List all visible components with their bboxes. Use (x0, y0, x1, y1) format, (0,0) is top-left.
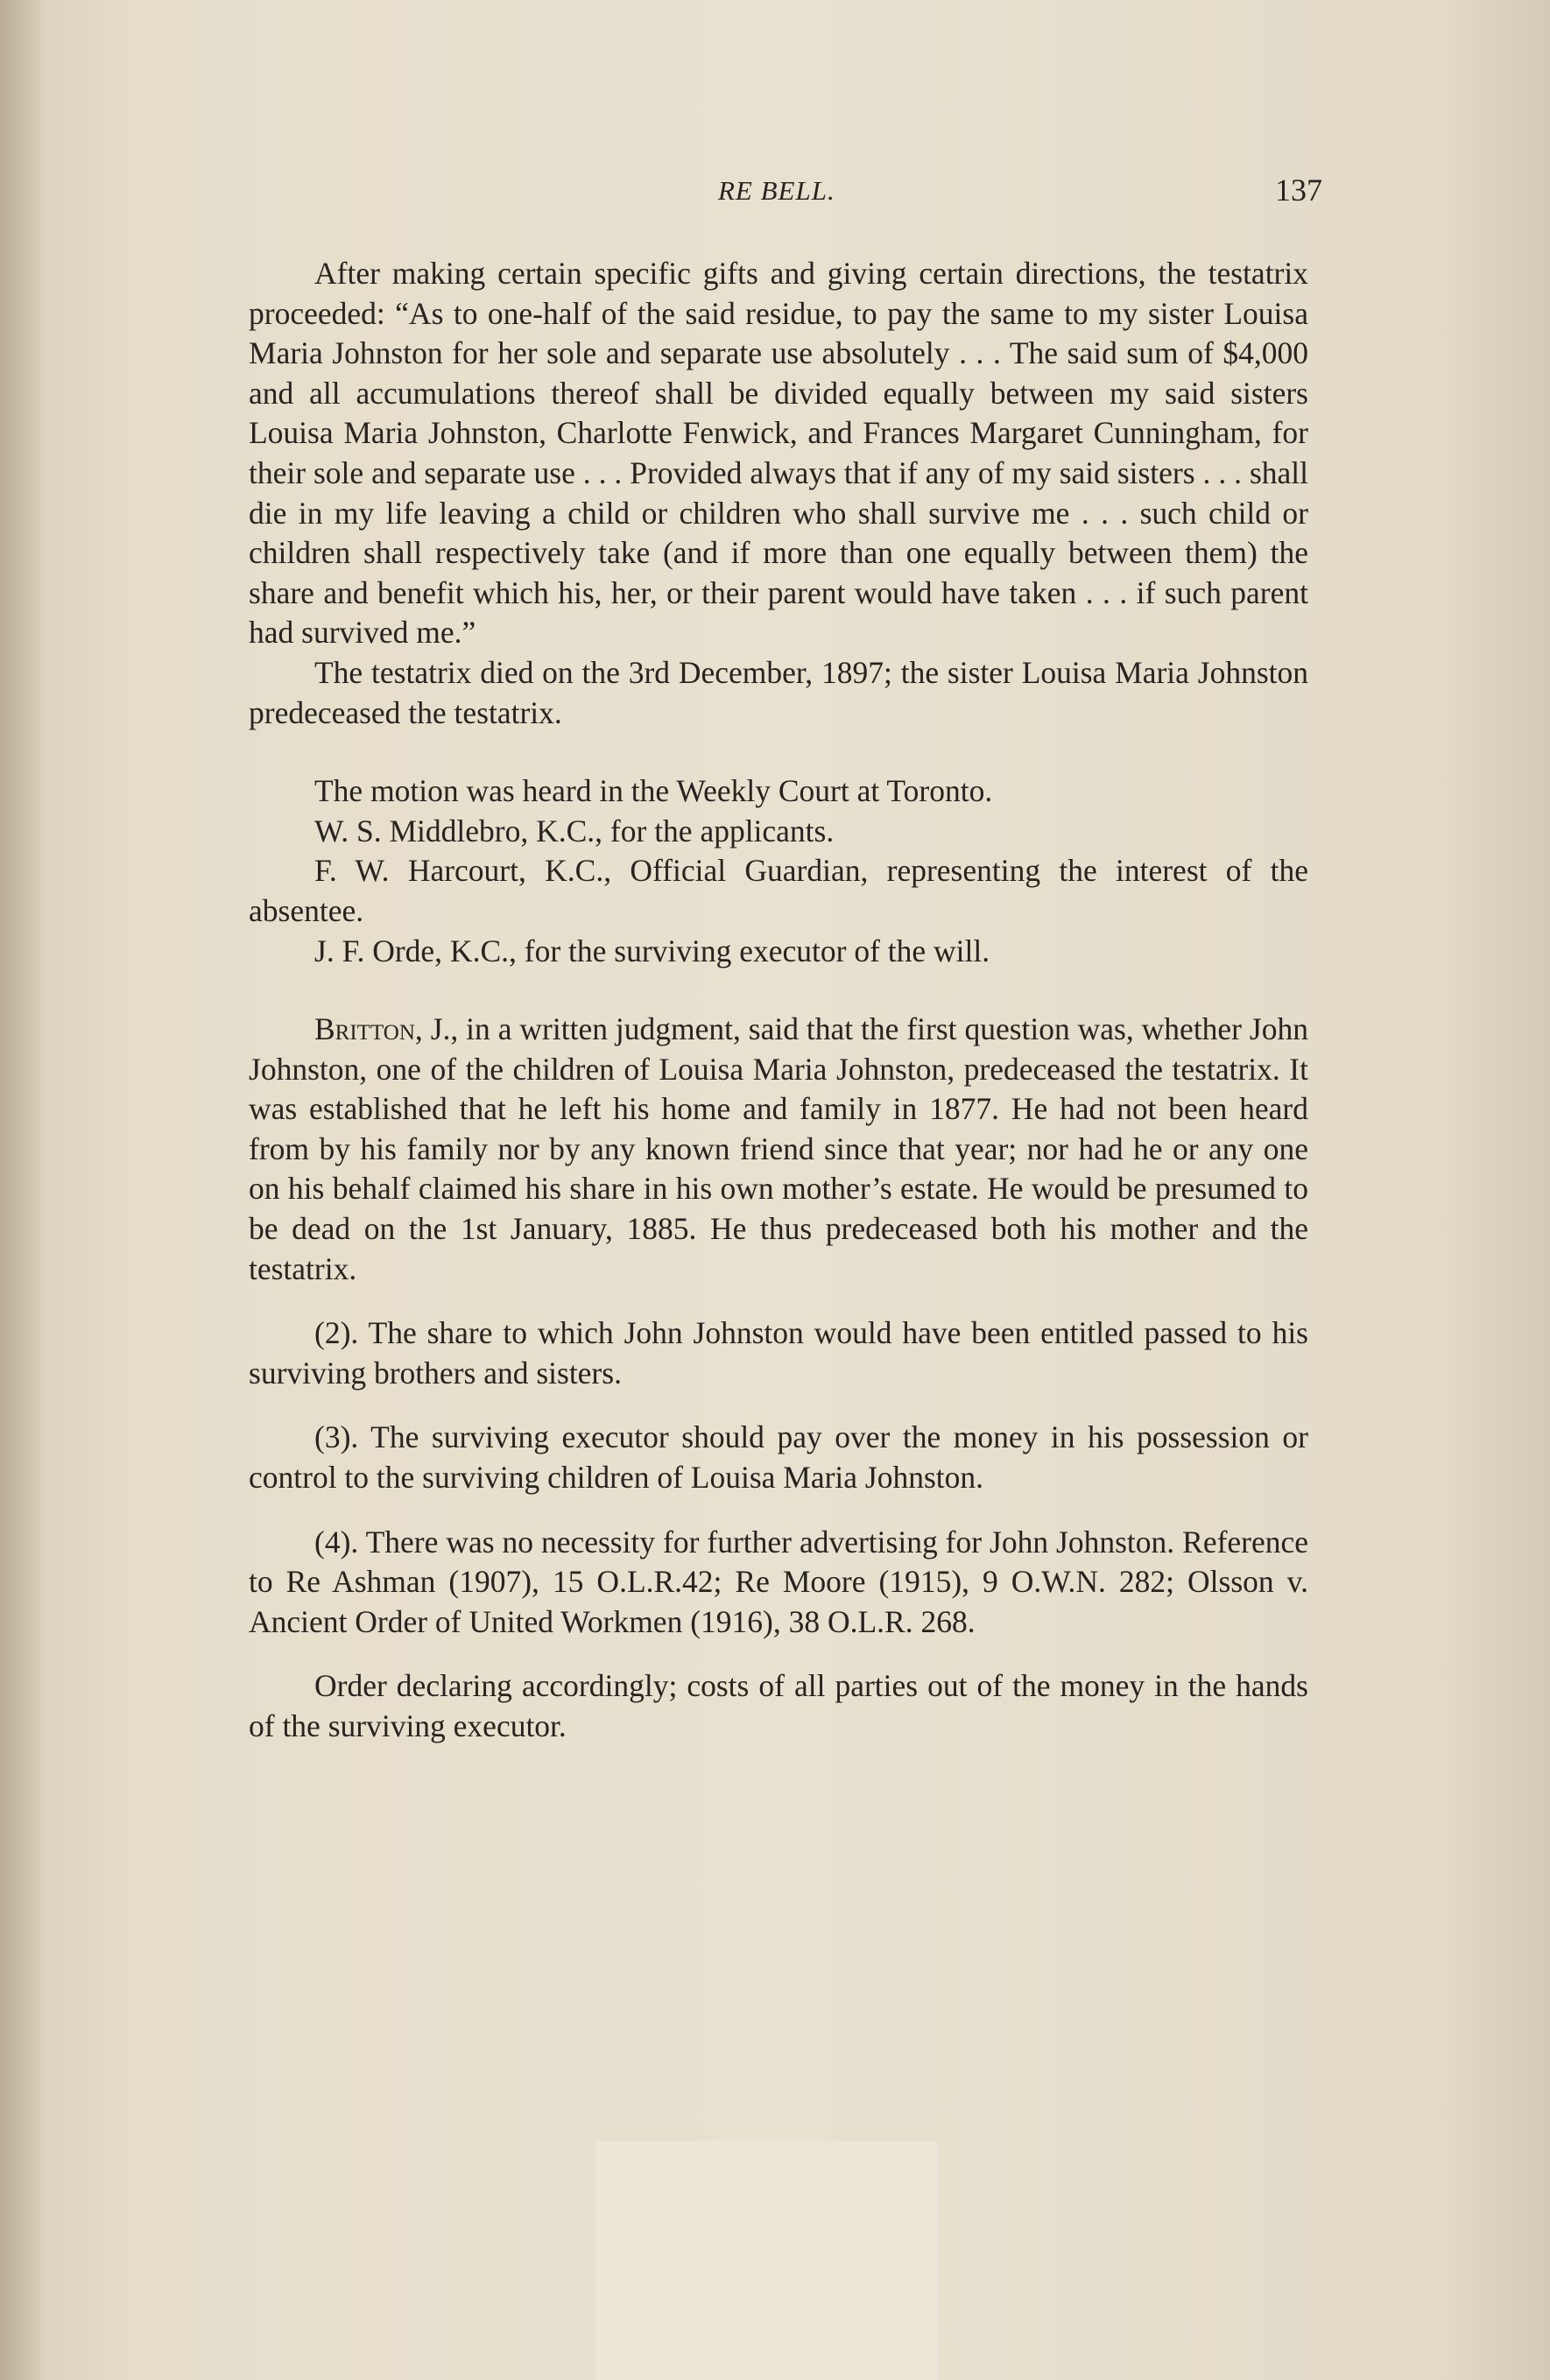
judge-name: Britton (314, 1011, 415, 1047)
page-body (249, 254, 1308, 1747)
testatrix-death-paragraph: The testatrix died on the 3rd December, 1897; the sister Louisa Maria Johnston predeceased the testatrix. (249, 654, 1308, 730)
order-paragraph: Order declaring accordingly; costs of all parties out of the money in the hands of the surviving executor. (249, 1668, 1308, 1743)
will-quotation-paragraph: After making certain specific gifts and giving certain directions, the testatrix proceeded: “As to one-half of the said residue, to pay the same to my sister Louisa Maria Johnston for her sole and separate use absolutely . . . The said sum of $4,000 and all accumulations thereof shall be divided equally between my said sisters Louisa Maria Johnston, Charlotte Fenwick, and Frances Margaret Cunningham, for their sole and separate use . . . Provided always that if any of my said sisters . . . shall die in my life leaving a child or children who shall survive me . . . such child or children shall respectively take (and if more than one equally between them) the share and benefit which his, her, or their parent would have taken . . . if such parent had survived me.” (249, 256, 1308, 651)
judgment-paragraph (249, 1010, 1308, 1289)
running-head: RE BELL. (718, 175, 835, 206)
counsel-guardian-line: F. W. Harcourt, K.C., Official Guardian, representing the interest of the absentee. (249, 853, 1308, 928)
page-number: 137 (1275, 173, 1322, 208)
page-gutter-shadow (0, 0, 40, 2380)
counsel-applicants-line: W. S. Middlebro, K.C., for the applicants. (314, 813, 835, 848)
motion-heard-line: The motion was heard in the Weekly Court at Toronto. (314, 773, 993, 809)
page-header (245, 172, 1322, 215)
judgment-text: , J., in a written judgment, said that the first question was, whether John Johnston, one of the children of Louisa Maria Johnston, predeceased the testatrix. It was established that he left his home and family in 1877. He had not been heard from by his family nor by any known friend since that year; nor had he or any one on his behalf claimed his share in his own mother’s estate. He would be presumed to be dead on the 1st January, 1885. He thus predeceased both his mother and the testatrix. (249, 1011, 1308, 1286)
judgment-point-3: (3). The surviving executor should pay over the money in his possession or control to the surviving children of Louisa Maria Johnston. (249, 1419, 1308, 1496)
judgment-point-4: (4). There was no necessity for further advertising for John Johnston. Reference to Re Ashman (1907), 15 O.L.R.42; Re Moore (1915), 9 O.W.N. 282; Olsson v. Ancient Order of United Workmen (1916), 38 O.L.R. 268. (249, 1524, 1308, 1639)
paper-blank-patch (595, 2141, 937, 2380)
counsel-executor-line: J. F. Orde, K.C., for the surviving executor of the will. (314, 933, 990, 968)
judgment-point-2: (2). The share to which John Johnston would have been entitled passed to his surviving brothers and sisters. (249, 1315, 1308, 1391)
